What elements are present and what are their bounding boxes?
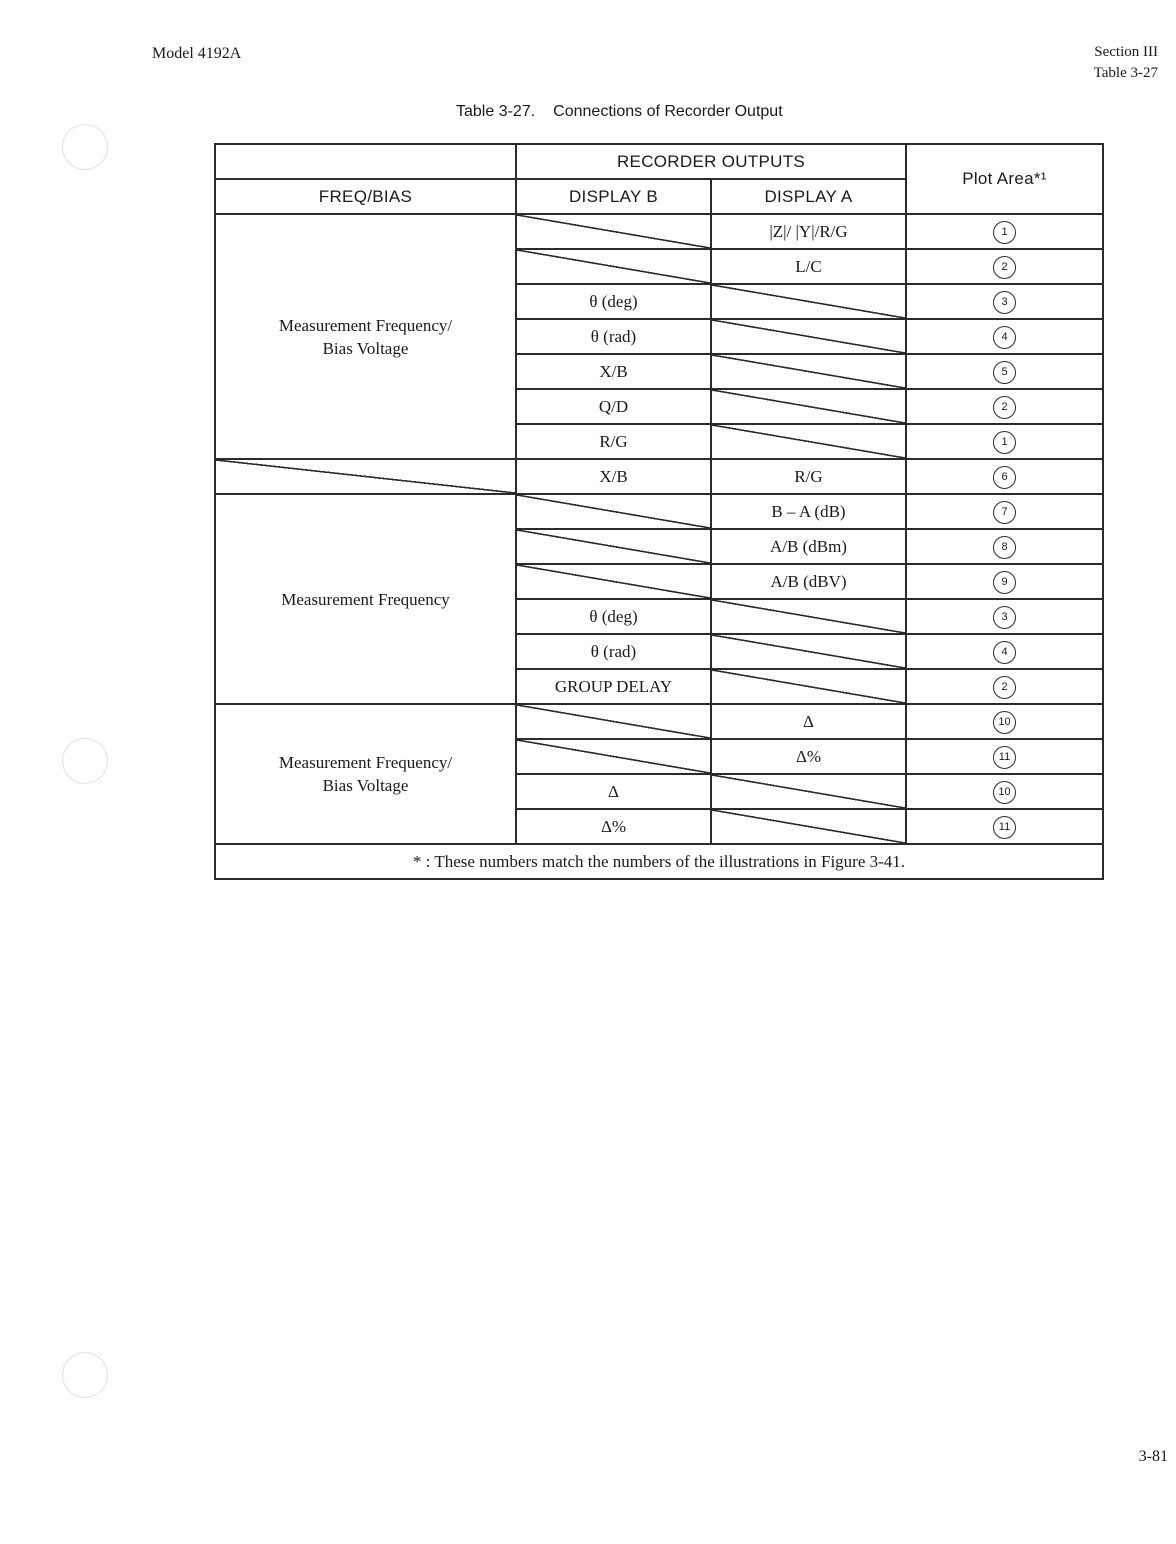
- plot-number-badge: 2: [993, 396, 1016, 419]
- display-b-cell: Δ%: [516, 809, 711, 844]
- plot-area-header: Plot Area*¹: [906, 144, 1103, 214]
- display-a-empty-cell: [711, 634, 906, 669]
- display-a-empty-cell: [711, 774, 906, 809]
- table-row: [215, 214, 1103, 249]
- table-row: [215, 459, 1103, 494]
- display-b-cell: θ (deg): [516, 284, 711, 319]
- plot-area-cell: [906, 564, 1103, 599]
- display-a-empty-cell: [711, 354, 906, 389]
- plot-area-cell: [906, 634, 1103, 669]
- display-b-cell: θ (rad): [516, 319, 711, 354]
- plot-number-badge: 5: [993, 361, 1016, 384]
- display-a-empty-cell: [711, 809, 906, 844]
- display-a-cell: R/G: [711, 459, 906, 494]
- display-b-cell: GROUP DELAY: [516, 669, 711, 704]
- display-a-cell: A/B (dBV): [711, 564, 906, 599]
- plot-number-badge: 7: [993, 501, 1016, 524]
- punch-hole: [62, 1352, 108, 1398]
- plot-number-badge: 6: [993, 466, 1016, 489]
- freq-bias-group-cell: Measurement Frequency/ Bias Voltage: [215, 704, 516, 844]
- caption-number: Table 3-27.: [456, 103, 536, 120]
- plot-number-badge: 10: [993, 781, 1016, 804]
- freq-bias-empty-cell: [215, 459, 516, 494]
- display-a-empty-cell: [711, 599, 906, 634]
- display-b-empty-cell: [516, 494, 711, 529]
- display-b-empty-cell: [516, 529, 711, 564]
- section-header: [1094, 42, 1158, 84]
- recorder-output-table: [214, 143, 1104, 880]
- footnote-row: [215, 844, 1103, 879]
- plot-area-cell: [906, 389, 1103, 424]
- plot-number-badge: 11: [993, 816, 1016, 839]
- plot-number-badge: 2: [993, 256, 1016, 279]
- model-label: Model 4192A: [152, 45, 242, 62]
- display-a-cell: B – A (dB): [711, 494, 906, 529]
- display-a-cell: Δ%: [711, 739, 906, 774]
- plot-area-cell: [906, 214, 1103, 249]
- plot-number-badge: 10: [993, 711, 1016, 734]
- plot-number-badge: 4: [993, 641, 1016, 664]
- plot-area-cell: [906, 774, 1103, 809]
- header-empty-cell: [215, 144, 516, 179]
- plot-number-badge: 3: [993, 606, 1016, 629]
- display-b-cell: θ (rad): [516, 634, 711, 669]
- freq-bias-header: FREQ/BIAS: [215, 179, 516, 214]
- plot-number-badge: 2: [993, 676, 1016, 699]
- display-b-cell: θ (deg): [516, 599, 711, 634]
- footnote: * : These numbers match the numbers of the illustrations in Figure 3-41.: [215, 844, 1103, 879]
- display-a-cell: Δ: [711, 704, 906, 739]
- display-a-cell: L/C: [711, 249, 906, 284]
- display-b-cell: R/G: [516, 424, 711, 459]
- plot-number-badge: 9: [993, 571, 1016, 594]
- plot-area-cell: [906, 529, 1103, 564]
- plot-area-cell: [906, 424, 1103, 459]
- display-a-empty-cell: [711, 669, 906, 704]
- display-a-empty-cell: [711, 424, 906, 459]
- display-a-empty-cell: [711, 284, 906, 319]
- punch-hole: [62, 738, 108, 784]
- display-a-cell: A/B (dBm): [711, 529, 906, 564]
- display-b-cell: X/B: [516, 354, 711, 389]
- plot-area-cell: [906, 739, 1103, 774]
- table-body: [215, 144, 1103, 879]
- punch-hole: [62, 124, 108, 170]
- display-a-empty-cell: [711, 389, 906, 424]
- display-b-cell: X/B: [516, 459, 711, 494]
- display-b-empty-cell: [516, 249, 711, 284]
- plot-area-cell: [906, 704, 1103, 739]
- freq-bias-group-cell: Measurement Frequency/ Bias Voltage: [215, 214, 516, 459]
- display-b-cell: Δ: [516, 774, 711, 809]
- display-b-cell: Q/D: [516, 389, 711, 424]
- display-b-empty-cell: [516, 739, 711, 774]
- table-row: [215, 704, 1103, 739]
- display-b-empty-cell: [516, 214, 711, 249]
- plot-area-cell: [906, 809, 1103, 844]
- table-ref-label: Table 3-27: [1093, 65, 1158, 81]
- plot-area-cell: [906, 494, 1103, 529]
- plot-area-cell: [906, 319, 1103, 354]
- plot-area-cell: [906, 669, 1103, 704]
- table-caption: [456, 103, 783, 121]
- plot-area-cell: [906, 354, 1103, 389]
- freq-bias-group-cell: Measurement Frequency: [215, 494, 516, 704]
- plot-number-badge: 11: [993, 746, 1016, 769]
- plot-number-badge: 3: [993, 291, 1016, 314]
- page-number: 3-81: [1138, 1448, 1168, 1465]
- display-a-header: DISPLAY A: [711, 179, 906, 214]
- plot-number-badge: 1: [993, 221, 1016, 244]
- display-a-cell: |Z|/ |Y|/R/G: [711, 214, 906, 249]
- plot-area-cell: [906, 284, 1103, 319]
- display-b-empty-cell: [516, 704, 711, 739]
- display-b-header: DISPLAY B: [516, 179, 711, 214]
- plot-area-cell: [906, 459, 1103, 494]
- plot-number-badge: 8: [993, 536, 1016, 559]
- table-row: [215, 494, 1103, 529]
- plot-number-badge: 1: [993, 431, 1016, 454]
- plot-area-cell: [906, 599, 1103, 634]
- header-row: [215, 144, 1103, 179]
- plot-area-cell: [906, 249, 1103, 284]
- display-b-empty-cell: [516, 564, 711, 599]
- section-label: Section III: [1094, 44, 1158, 60]
- display-a-empty-cell: [711, 319, 906, 354]
- caption-title: Connections of Recorder Output: [553, 103, 783, 120]
- recorder-outputs-header: RECORDER OUTPUTS: [516, 144, 906, 179]
- plot-number-badge: 4: [993, 326, 1016, 349]
